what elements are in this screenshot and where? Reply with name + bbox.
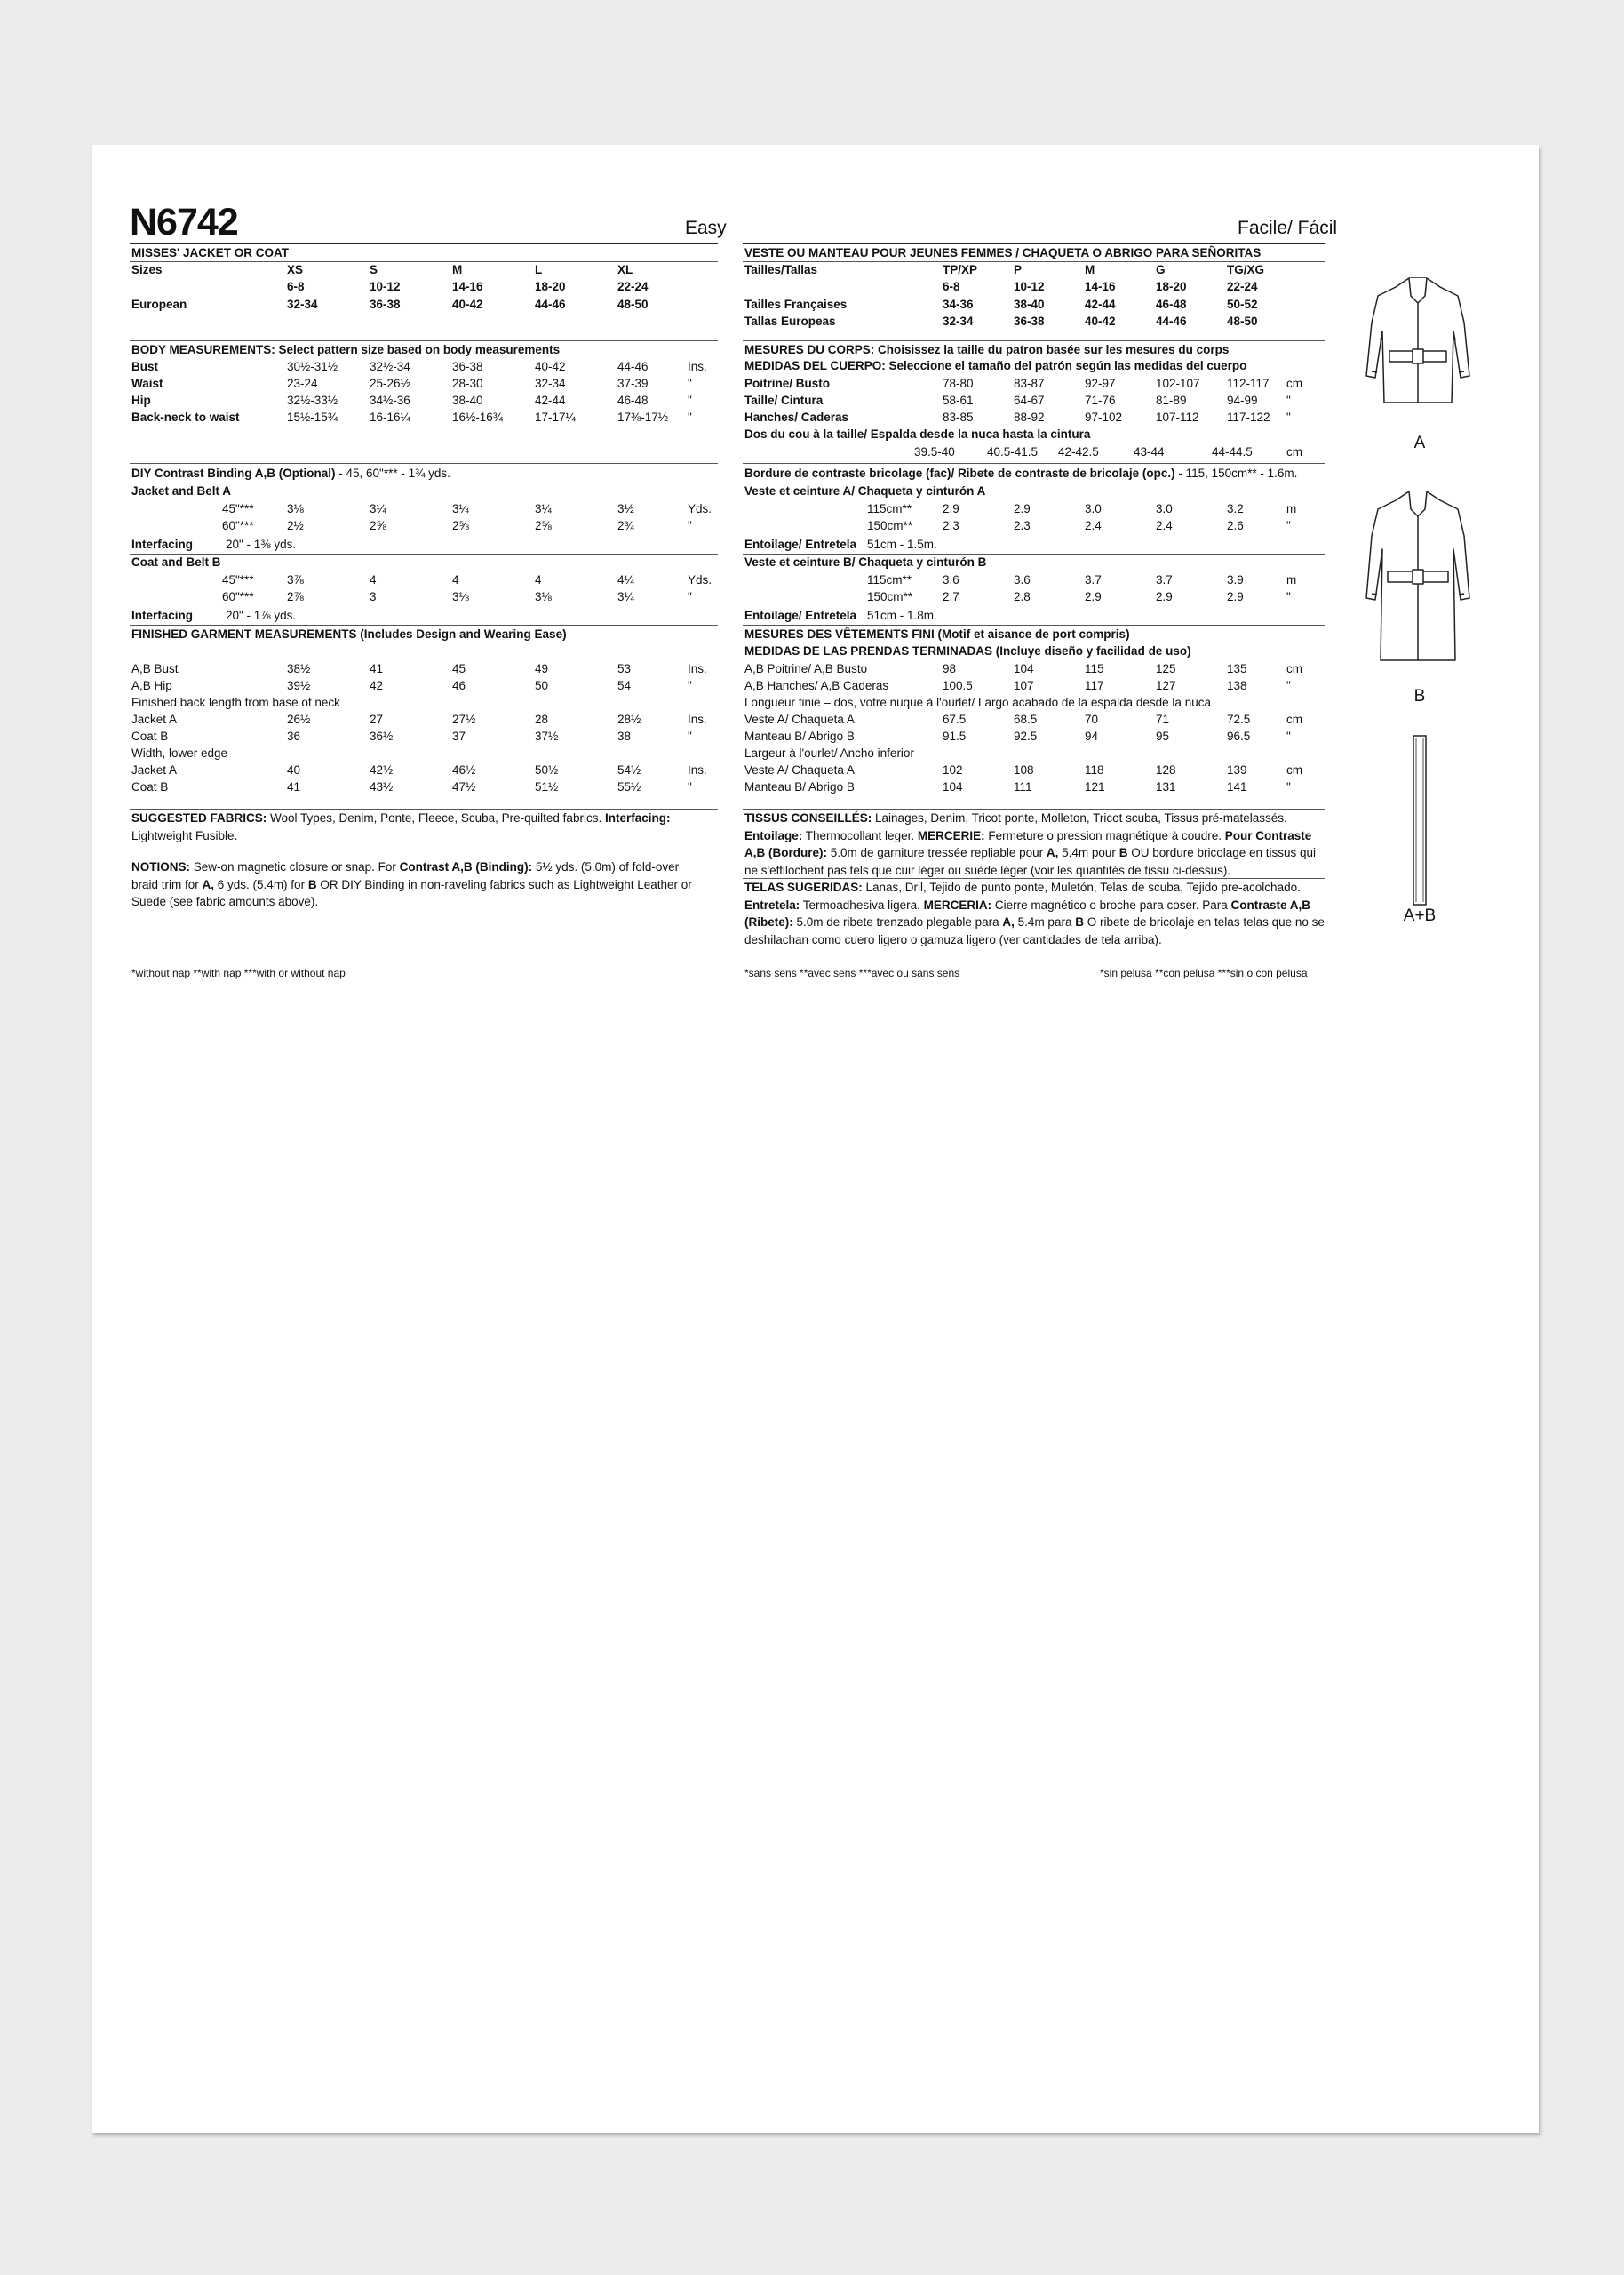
en-jacket-unit: Yds. xyxy=(688,502,712,515)
fr-french-label: Tailles Françaises xyxy=(744,298,848,311)
en-finished-cell: 50 xyxy=(535,679,549,692)
fr-jacket-cell: 2.9 xyxy=(943,502,959,515)
en-jacket-title: Jacket and Belt A xyxy=(131,484,232,498)
divider xyxy=(743,463,1325,464)
fr-backneck-unit: cm xyxy=(1286,445,1302,459)
fr-finished-cell: 138 xyxy=(1227,679,1247,692)
fr-body-cell: 117-122 xyxy=(1227,411,1270,424)
fr-telas: TELAS SUGERIDAS: Lanas, Dril, Tejido de punto ponte, Muletón, Telas de scuba, Tejido pre-acolchado. Entretela: Termoadhesiva ligera. MERCERIA: Cierre magnético o broche para coser. Para Contraste A,B (Ribete): 5.0m de ribete trenzado plegable para A, 5.4m para B O ribete de bricolaje en telas telas que no se deshilachan como cuero ligero o gamuza ligero (ver cantidades de tela arriba). xyxy=(744,881,1325,946)
fr-coat-cell: 3.7 xyxy=(1156,573,1173,587)
en-size-us: 18-20 xyxy=(535,280,566,293)
fr-finished-cell: 95 xyxy=(1156,730,1170,743)
en-body-cell: 30½-31½ xyxy=(287,360,338,373)
fr-finished-cell: 102 xyxy=(943,763,963,777)
en-finished-cell: 42½ xyxy=(370,763,394,777)
en-size-us: 22-24 xyxy=(617,280,649,293)
en-size-european: 48-50 xyxy=(617,298,649,311)
fr-finished-cell: 108 xyxy=(1014,763,1034,777)
fr-size-us: 14-16 xyxy=(1085,280,1116,293)
fr-finished-cell: 72.5 xyxy=(1227,713,1251,726)
en-body-cell: 46-48 xyxy=(617,394,649,407)
en-body-row-label: Bust xyxy=(131,360,158,373)
fr-finished-cell: 91.5 xyxy=(943,730,967,743)
en-jacket-row-label: 45"*** xyxy=(222,502,254,515)
fr-finished-cell: 128 xyxy=(1156,763,1176,777)
fr-finished-cell: 104 xyxy=(1014,662,1034,675)
fr-finished-cell: 98 xyxy=(943,662,957,675)
fr-body-row-label: Poitrine/ Busto xyxy=(744,377,831,390)
fr-jacket-cell: 2.3 xyxy=(1014,519,1031,532)
en-finished-unit: " xyxy=(688,730,692,743)
fr-coat-row-label: 150cm** xyxy=(867,590,913,603)
en-finished-cell: 37 xyxy=(452,730,466,743)
en-body-cell: 17⅜-17½ xyxy=(617,411,669,424)
fr-finished-cell: 92.5 xyxy=(1014,730,1038,743)
en-jacket-cell: 3¼ xyxy=(535,502,552,515)
fr-body-row-label: Hanches/ Caderas xyxy=(744,411,849,424)
en-finished-cell: 43½ xyxy=(370,780,394,794)
fr-finished-title-1: MESURES DES VÊTEMENTS FINI (Motif et aisance de port compris) xyxy=(744,627,1130,641)
en-body-cell: 36-38 xyxy=(452,360,483,373)
en-body-unit: " xyxy=(688,411,692,424)
fr-size-euro: 32-34 xyxy=(943,315,974,328)
fr-jacket-cell: 3.0 xyxy=(1156,502,1173,515)
fr-finished-cell: 125 xyxy=(1156,662,1176,675)
en-coat-cell: 3⅛ xyxy=(452,590,469,603)
en-footnote: *without nap **with nap ***with or without nap xyxy=(131,967,346,979)
jacket-a-illustration xyxy=(1347,269,1489,420)
en-finished-unit: " xyxy=(688,780,692,794)
en-body-cell: 16-16¼ xyxy=(370,411,410,424)
en-coat-cell: 2⅞ xyxy=(287,590,304,603)
fr-coat-row-label: 115cm** xyxy=(867,573,912,587)
fr-body-cell: 88-92 xyxy=(1014,411,1045,424)
en-coat-cell: 4 xyxy=(452,573,459,587)
en-size-us: 10-12 xyxy=(370,280,401,293)
en-coat-cell: 3⅛ xyxy=(535,590,552,603)
en-finished-title: FINISHED GARMENT MEASUREMENTS (Includes Design and Wearing Ease) xyxy=(131,627,567,641)
fr-coat-unit: m xyxy=(1286,573,1297,587)
en-size-code: M xyxy=(452,263,463,276)
fr-finished-cell: 115 xyxy=(1085,662,1104,675)
en-coat-cell: 4 xyxy=(535,573,542,587)
fr-finished-cell: 100.5 xyxy=(943,679,973,692)
fr-finished-cell: 121 xyxy=(1085,780,1105,794)
en-finished-cell: 40 xyxy=(287,763,301,777)
en-finished-unit: " xyxy=(688,679,692,692)
fr-finished-row-label: Manteau B/ Abrigo B xyxy=(744,730,855,743)
fr-body-row-label: Taille/ Cintura xyxy=(744,394,824,407)
fr-jacket-cell: 3.0 xyxy=(1085,502,1102,515)
fr-jacket-cell: 2.4 xyxy=(1085,519,1102,532)
en-size-european: 36-38 xyxy=(370,298,401,311)
fr-body-cell: 81-89 xyxy=(1156,394,1187,407)
en-european-label: European xyxy=(131,298,187,311)
fr-backneck-cell: 42-42.5 xyxy=(1058,445,1099,459)
fr-body-cell: 92-97 xyxy=(1085,377,1116,390)
fr-finished-cell: 131 xyxy=(1156,780,1176,794)
en-body-unit: " xyxy=(688,377,692,390)
en-body-cell: 32-34 xyxy=(535,377,566,390)
fr-finished-cell: 71 xyxy=(1156,713,1170,726)
fr-backneck-cell: 39.5-40 xyxy=(914,445,955,459)
en-body-cell: 17-17¼ xyxy=(535,411,576,424)
fr-coat-unit: " xyxy=(1286,590,1291,603)
fr-finished-unit: " xyxy=(1286,679,1291,692)
en-coat-unit: Yds. xyxy=(688,573,712,587)
fr-size-french: 46-48 xyxy=(1156,298,1187,311)
en-body-cell: 28-30 xyxy=(452,377,483,390)
fr-finished-row-label: Largeur à l'ourlet/ Ancho inferior xyxy=(744,746,914,760)
fr-finished-cell: 96.5 xyxy=(1227,730,1251,743)
en-jacket-cell: 2⅝ xyxy=(452,519,469,532)
fr-backneck-cell: 44-44.5 xyxy=(1212,445,1253,459)
en-finished-cell: 46½ xyxy=(452,763,476,777)
fr-body-cell: 107-112 xyxy=(1156,411,1199,424)
fr-body-cell: 97-102 xyxy=(1085,411,1123,424)
en-coat-interfacing: 20" - 1⅞ yds. xyxy=(226,609,297,622)
fr-tissus: TISSUS CONSEILLÉS: Lainages, Denim, Tricot ponte, Molleton, Tricot scuba, Tissus pré-matelassés. Entoilage: Thermocollant leger. MERCERIE: Fermeture o pression magnétique à coudre. Pour Contraste A,B (Bordure): 5.0m de garniture tressée repliable pour A, 5.4m pour B OU bordure bricolage en tissus qui ne s'effilochent pas tels que cuir léger ou suède léger (voir les quantités de tissu ci-dessus). xyxy=(744,811,1317,877)
fr-jacket-interfacing: 51cm - 1.5m. xyxy=(867,538,937,551)
en-body-cell: 44-46 xyxy=(617,360,649,373)
en-size-european: 32-34 xyxy=(287,298,318,311)
en-finished-cell: 38½ xyxy=(287,662,311,675)
difficulty-fr: Facile/ Fácil xyxy=(1238,218,1338,238)
fr-coat-cell: 3.9 xyxy=(1227,573,1244,587)
fr-finished-row-label: A,B Poitrine/ A,B Busto xyxy=(744,662,868,675)
en-jacket-unit: " xyxy=(688,519,692,532)
fr-finished-cell: 104 xyxy=(943,780,963,794)
fr-body-cell: 112-117 xyxy=(1227,377,1270,390)
fr-finished-row-label: Longueur finie – dos, votre nuque à l'ourlet/ Largo acabado de la espalda desde la nuca xyxy=(744,696,1211,709)
fr-size-code: TP/XP xyxy=(943,263,978,276)
fr-coat-interfacing-label: Entoilage/ Entretela xyxy=(744,609,857,622)
fr-sizes-label: Tailles/Tallas xyxy=(744,263,818,276)
fr-finished-unit: " xyxy=(1286,780,1291,794)
en-coat-interfacing-label: Interfacing xyxy=(131,609,194,622)
divider xyxy=(130,463,718,464)
fr-size-us: 22-24 xyxy=(1227,280,1258,293)
label-ab: A+B xyxy=(1403,906,1437,925)
fr-coat-cell: 2.9 xyxy=(1085,590,1102,603)
fr-jacket-row-label: 150cm** xyxy=(867,519,913,532)
es-footnote: *sin pelusa **con pelusa ***sin o con pelusa xyxy=(1100,967,1308,979)
en-finished-row-label: Jacket A xyxy=(131,763,178,777)
fr-finished-cell: 67.5 xyxy=(943,713,967,726)
en-finished-row-label: Width, lower edge xyxy=(131,746,228,760)
fr-binding: Bordure de contraste bricolage (fac)/ Ribete de contraste de bricolaje (opc.) - 115, 150cm** - 1.6m. xyxy=(744,467,1298,480)
difficulty-en: Easy xyxy=(685,218,727,238)
en-finished-row-label: Jacket A xyxy=(131,713,178,726)
en-jacket-cell: 2⅝ xyxy=(535,519,552,532)
fr-size-french: 42-44 xyxy=(1085,298,1116,311)
fr-title: VESTE OU MANTEAU POUR JEUNES FEMMES / CHAQUETA O ABRIGO PARA SEÑORITAS xyxy=(744,246,1262,259)
en-coat-unit: " xyxy=(688,590,692,603)
fr-finished-row-label: Manteau B/ Abrigo B xyxy=(744,780,855,794)
en-body-cell: 32½-33½ xyxy=(287,394,338,407)
fr-body-cell: 83-85 xyxy=(943,411,974,424)
fr-body-title-2: MEDIDAS DEL CUERPO: Seleccione el tamaño del patrón según las medidas del cuerpo xyxy=(744,359,1247,372)
fr-jacket-cell: 3.2 xyxy=(1227,502,1244,515)
en-coat-row-label: 45"*** xyxy=(222,573,254,587)
fr-body-cell: 58-61 xyxy=(943,394,974,407)
en-jacket-interfacing-label: Interfacing xyxy=(131,538,194,551)
en-finished-cell: 28 xyxy=(535,713,549,726)
fr-size-french: 38-40 xyxy=(1014,298,1045,311)
fr-body-cell: 83-87 xyxy=(1014,377,1045,390)
en-jacket-cell: 2¾ xyxy=(617,519,634,532)
en-body-cell: 32½-34 xyxy=(370,360,410,373)
en-body-cell: 25-26½ xyxy=(370,377,410,390)
fr-jacket-title: Veste et ceinture A/ Chaqueta y cinturón A xyxy=(744,484,986,498)
fr-size-us: 6-8 xyxy=(943,280,960,293)
en-finished-cell: 54 xyxy=(617,679,632,692)
fr-body-unit: " xyxy=(1286,411,1291,424)
fr-finished-unit: " xyxy=(1286,730,1291,743)
en-coat-cell: 3 xyxy=(370,590,377,603)
en-finished-unit: Ins. xyxy=(688,763,707,777)
en-finished-cell: 27 xyxy=(370,713,384,726)
en-binding: DIY Contrast Binding A,B (Optional) - 45, 60"*** - 1¾ yds. xyxy=(131,467,450,480)
en-coat-cell: 4 xyxy=(370,573,377,587)
fr-jacket-unit: m xyxy=(1286,502,1297,515)
fr-coat-cell: 3.7 xyxy=(1085,573,1102,587)
fr-jacket-row-label: 115cm** xyxy=(867,502,912,515)
en-body-unit: Ins. xyxy=(688,360,707,373)
en-jacket-row-label: 60"*** xyxy=(222,519,254,532)
en-size-european: 44-46 xyxy=(535,298,566,311)
en-body-title: BODY MEASUREMENTS: Select pattern size based on body measurements xyxy=(131,343,561,356)
en-size-us: 6-8 xyxy=(287,280,305,293)
fr-coat-cell: 2.9 xyxy=(1227,590,1244,603)
en-title: MISSES' JACKET OR COAT xyxy=(131,246,289,259)
fr-body-cell: 71-76 xyxy=(1085,394,1116,407)
fr-jacket-cell: 2.9 xyxy=(1014,502,1031,515)
fr-finished-unit: cm xyxy=(1286,763,1302,777)
en-body-cell: 34½-36 xyxy=(370,394,410,407)
en-body-cell: 16½-16¾ xyxy=(452,411,504,424)
fr-jacket-interfacing-label: Entoilage/ Entretela xyxy=(744,538,857,551)
en-finished-cell: 27½ xyxy=(452,713,476,726)
fr-finished-cell: 94 xyxy=(1085,730,1099,743)
fr-backneck-cell: 40.5-41.5 xyxy=(987,445,1039,459)
fr-coat-cell: 2.7 xyxy=(943,590,959,603)
en-finished-row-label: Finished back length from base of neck xyxy=(131,696,340,709)
fr-jacket-cell: 2.3 xyxy=(943,519,959,532)
en-finished-cell: 51½ xyxy=(535,780,559,794)
fr-finished-cell: 70 xyxy=(1085,713,1099,726)
en-finished-cell: 26½ xyxy=(287,713,311,726)
en-body-cell: 37-39 xyxy=(617,377,649,390)
fr-coat-cell: 2.8 xyxy=(1014,590,1031,603)
fr-footnote: *sans sens **avec sens ***avec ou sans sens xyxy=(744,967,960,979)
en-coat-cell: 4¼ xyxy=(617,573,634,587)
fr-finished-row-label: Veste A/ Chaqueta A xyxy=(744,763,855,777)
en-body-cell: 15½-15¾ xyxy=(287,411,338,424)
en-finished-row-label: A,B Bust xyxy=(131,662,179,675)
en-body-cell: 23-24 xyxy=(287,377,318,390)
en-size-european: 40-42 xyxy=(452,298,483,311)
fr-finished-row-label: Veste A/ Chaqueta A xyxy=(744,713,855,726)
fr-coat-cell: 3.6 xyxy=(1014,573,1031,587)
en-finished-cell: 42 xyxy=(370,679,384,692)
en-jacket-cell: 2½ xyxy=(287,519,304,532)
en-finished-cell: 49 xyxy=(535,662,549,675)
en-body-cell: 42-44 xyxy=(535,394,566,407)
fr-body-cell: 94-99 xyxy=(1227,394,1258,407)
en-jacket-cell: 3¼ xyxy=(370,502,386,515)
fr-size-french: 50-52 xyxy=(1227,298,1258,311)
fr-body-unit: cm xyxy=(1286,377,1302,390)
fr-size-euro: 44-46 xyxy=(1156,315,1187,328)
pattern-number: N6742 xyxy=(130,201,238,243)
en-jacket-cell: 3⅛ xyxy=(287,502,304,515)
en-jacket-cell: 2⅝ xyxy=(370,519,386,532)
en-body-row-label: Hip xyxy=(131,394,151,407)
en-size-code: XS xyxy=(287,263,304,276)
fr-size-us: 18-20 xyxy=(1156,280,1187,293)
en-finished-cell: 39½ xyxy=(287,679,311,692)
en-finished-cell: 47½ xyxy=(452,780,476,794)
pattern-envelope-back xyxy=(92,145,1539,2133)
fr-body-unit: " xyxy=(1286,394,1291,407)
fr-jacket-cell: 2.4 xyxy=(1156,519,1173,532)
fr-size-code: P xyxy=(1014,263,1023,276)
en-finished-cell: 53 xyxy=(617,662,632,675)
fr-finished-cell: 107 xyxy=(1014,679,1034,692)
en-body-cell: 40-42 xyxy=(535,360,566,373)
en-body-row-label: Waist xyxy=(131,377,163,390)
fr-finished-title-2: MEDIDAS DE LAS PRENDAS TERMINADAS (Incluye diseño y facilidad de uso) xyxy=(744,644,1191,658)
fr-finished-cell: 141 xyxy=(1227,780,1247,794)
en-jacket-interfacing: 20" - 1⅜ yds. xyxy=(226,538,297,551)
en-jacket-cell: 3¼ xyxy=(452,502,469,515)
en-finished-cell: 36½ xyxy=(370,730,394,743)
fr-coat-cell: 3.6 xyxy=(943,573,959,587)
en-finished-unit: Ins. xyxy=(688,662,707,675)
fr-finished-cell: 139 xyxy=(1227,763,1247,777)
en-finished-cell: 46 xyxy=(452,679,466,692)
en-finished-cell: 45 xyxy=(452,662,466,675)
fr-finished-cell: 127 xyxy=(1156,679,1176,692)
fr-size-euro: 36-38 xyxy=(1014,315,1045,328)
en-finished-cell: 41 xyxy=(370,662,384,675)
belt-illustration xyxy=(1406,731,1433,909)
en-size-us: 14-16 xyxy=(452,280,483,293)
fr-coat-title: Veste et ceinture B/ Chaqueta y cinturón B xyxy=(744,555,987,569)
en-sizes-label: Sizes xyxy=(131,263,163,276)
fr-backneck-label: Dos du cou à la taille/ Espalda desde la nuca hasta la cintura xyxy=(744,427,1091,441)
fr-finished-cell: 117 xyxy=(1085,679,1104,692)
fr-size-euro: 40-42 xyxy=(1085,315,1116,328)
en-notions: NOTIONS: Sew-on magnetic closure or snap. For Contrast A,B (Binding): 5½ yds. (5.0m) of fold-over braid trim for A, 6 yds. (5.4m) for B OR DIY Binding in non-raveling fabrics such as Lightweight Leather or Suede (see fabric amounts above). xyxy=(131,860,692,908)
en-finished-cell: 28½ xyxy=(617,713,641,726)
en-coat-title: Coat and Belt B xyxy=(131,555,221,569)
coat-b-illustration xyxy=(1347,483,1489,669)
en-coat-cell: 3¼ xyxy=(617,590,634,603)
en-finished-cell: 41 xyxy=(287,780,301,794)
en-coat-row-label: 60"*** xyxy=(222,590,254,603)
en-size-code: L xyxy=(535,263,543,276)
en-size-code: S xyxy=(370,263,378,276)
fr-finished-unit: cm xyxy=(1286,662,1302,675)
fr-body-title-1: MESURES DU CORPS: Choisissez la taille du patron basée sur les mesures du corps xyxy=(744,343,1230,356)
en-size-code: XL xyxy=(617,263,633,276)
en-finished-cell: 50½ xyxy=(535,763,559,777)
en-finished-row-label: Coat B xyxy=(131,780,169,794)
fr-finished-cell: 118 xyxy=(1085,763,1104,777)
en-jacket-cell: 3½ xyxy=(617,502,634,515)
fr-body-cell: 64-67 xyxy=(1014,394,1045,407)
en-body-cell: 38-40 xyxy=(452,394,483,407)
fr-size-code: TG/XG xyxy=(1227,263,1265,276)
fr-body-cell: 78-80 xyxy=(943,377,974,390)
fr-size-french: 34-36 xyxy=(943,298,974,311)
fr-finished-unit: cm xyxy=(1286,713,1302,726)
fr-size-code: M xyxy=(1085,263,1095,276)
en-body-row-label: Back-neck to waist xyxy=(131,411,240,424)
en-suggested-fabrics: SUGGESTED FABRICS: Wool Types, Denim, Ponte, Fleece, Scuba, Pre-quilted fabrics. Interfacing: Lightweight Fusible. xyxy=(131,811,671,842)
fr-jacket-unit: " xyxy=(1286,519,1291,532)
en-body-unit: " xyxy=(688,394,692,407)
fr-size-euro: 48-50 xyxy=(1227,315,1258,328)
fr-coat-cell: 2.9 xyxy=(1156,590,1173,603)
fr-coat-interfacing: 51cm - 1.8m. xyxy=(867,609,937,622)
en-finished-row-label: A,B Hip xyxy=(131,679,172,692)
en-coat-cell: 3⅞ xyxy=(287,573,304,587)
label-b: B xyxy=(1413,687,1426,706)
en-finished-cell: 36 xyxy=(287,730,301,743)
en-finished-cell: 38 xyxy=(617,730,632,743)
fr-jacket-cell: 2.6 xyxy=(1227,519,1244,532)
fr-size-us: 10-12 xyxy=(1014,280,1045,293)
en-finished-unit: Ins. xyxy=(688,713,707,726)
fr-euro-label: Tallas Europeas xyxy=(744,315,836,328)
fr-size-code: G xyxy=(1156,263,1166,276)
en-finished-cell: 37½ xyxy=(535,730,559,743)
fr-body-cell: 102-107 xyxy=(1156,377,1200,390)
fr-backneck-cell: 43-44 xyxy=(1134,445,1165,459)
fr-finished-cell: 111 xyxy=(1014,780,1032,794)
en-finished-cell: 55½ xyxy=(617,780,641,794)
fr-finished-cell: 68.5 xyxy=(1014,713,1038,726)
fr-finished-cell: 135 xyxy=(1227,662,1247,675)
en-finished-cell: 54½ xyxy=(617,763,641,777)
label-a: A xyxy=(1413,434,1426,452)
en-finished-row-label: Coat B xyxy=(131,730,169,743)
fr-finished-row-label: A,B Hanches/ A,B Caderas xyxy=(744,679,889,692)
